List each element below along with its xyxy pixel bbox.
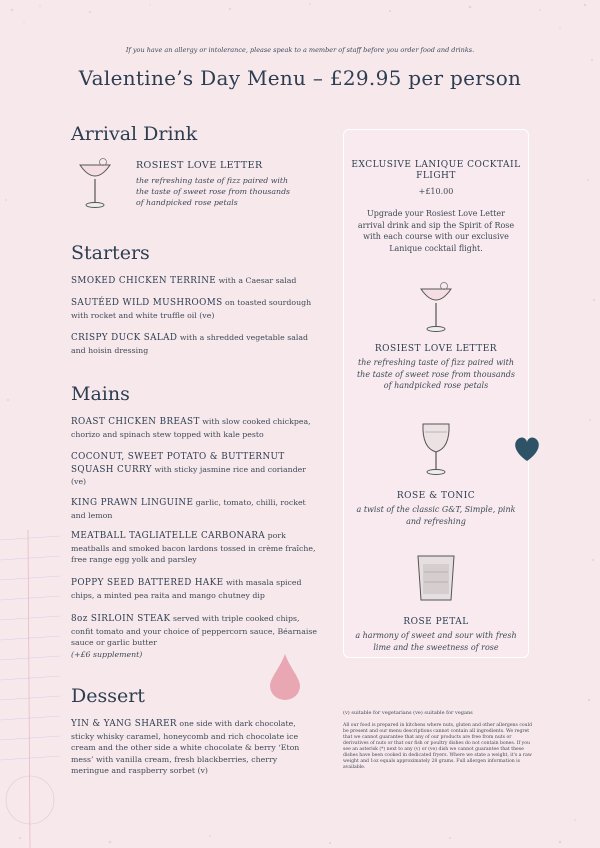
menu-item: [71, 297, 321, 321]
pink-drop-decoration: [268, 652, 302, 700]
menu-item: [71, 718, 303, 777]
item-name: MEATBALL TAGLIATELLE CARBONARA: [71, 531, 266, 541]
item-name: CRISPY DUCK SALAD: [71, 333, 178, 343]
coupe-glass-icon: [78, 157, 112, 211]
panel-intro: Upgrade your Rosiest Love Letter arrival drink and sip the Spirit of Rose with each course with our exclusive Lanique cocktail flight.: [357, 209, 515, 253]
arrival-drink-name: ROSIEST LOVE LETTER: [136, 160, 263, 171]
item-name: SAUTÉED WILD MUSHROOMS: [71, 298, 223, 308]
arrival-heading: Arrival Drink: [71, 123, 198, 145]
mains-heading: Mains: [71, 383, 130, 405]
item-name: COCONUT, SWEET POTATO & BUTTERNUT SQUASH CURRY: [71, 452, 285, 475]
gin-glass-icon: [420, 420, 452, 478]
menu-item: [71, 275, 321, 288]
item-desc: with a Caesar salad: [218, 276, 297, 285]
menu-item: [71, 416, 321, 440]
dietary-legend: (v) suitable for vegetarians (ve) suitable for vegans: [343, 710, 473, 716]
panel-drink-desc: the refreshing taste of fizz paired with the taste of sweet rose from thousands of handpicked rose petals: [356, 358, 516, 390]
item-name: SMOKED CHICKEN TERRINE: [71, 276, 217, 286]
item-name: YIN & YANG SHARER: [71, 719, 177, 729]
item-name: ROAST CHICKEN BREAST: [71, 417, 200, 427]
panel-drink-name: ROSE & TONIC: [396, 491, 476, 501]
panel-drink-name: ROSE PETAL: [403, 617, 469, 627]
starters-heading: Starters: [71, 242, 150, 264]
item-name: POPPY SEED BATTERED HAKE: [71, 578, 224, 588]
notebook-paper-decoration: [0, 530, 60, 848]
item-desc: one side with dark chocolate, sticky whisky caramel, honeycomb and rich chocolate ice cream and the other side a white chocolate & berry ‘Eton mess’ with vanilla cream, fresh blackberries, cherry meringue and raspberry sorbet (v): [71, 719, 300, 775]
menu-item: [71, 332, 321, 356]
dessert-heading: Dessert: [71, 685, 145, 707]
item-desc: with sticky jasmine rice and coriander (ve): [71, 464, 307, 486]
coupe-glass-icon: [419, 281, 453, 335]
item-name: 8oz SIRLOIN STEAK: [71, 614, 171, 624]
item-desc: on toasted sourdough with rocket and white truffle oil (ve): [71, 298, 312, 320]
item-desc: with a shredded vegetable salad and hoisin dressing: [71, 333, 308, 355]
item-desc: with masala spiced chips, a minted pea raita and mango chutney dip: [71, 578, 302, 600]
item-supplement: (+£6 supplement): [71, 649, 143, 659]
panel-drink-name: ROSIEST LOVE LETTER: [374, 344, 498, 354]
menu-item: [71, 530, 321, 566]
panel-price: +£10.00: [418, 187, 454, 196]
item-desc: pork meatballs and smoked bacon lardons tossed in crème fraîche, free range egg yolk and parsley: [71, 531, 316, 564]
item-desc: served with triple cooked chips, confit tomato and your choice of peppercorn sauce, Béarnaise sauce or garlic butter: [71, 614, 317, 647]
panel-title: EXCLUSIVE LANIQUE COCKTAIL FLIGHT: [351, 160, 521, 181]
item-name: KING PRAWN LINGUINE: [71, 498, 194, 508]
item-desc: garlic, tomato, chilli, rocket and lemon: [71, 498, 306, 520]
menu-item: [71, 451, 321, 488]
item-desc: with slow cooked chickpea, chorizo and spinach stew topped with kale pesto: [71, 417, 311, 439]
page-title: Valentine’s Day Menu – £29.95 per person: [78, 66, 522, 90]
arrival-drink-desc: the refreshing taste of fizz paired with the taste of sweet rose from thousands of handpicked rose petals: [136, 176, 291, 207]
allergen-fine-print: All our food is prepared in kitchens where nuts, gluten and other allergens could be present and our menu descriptions cannot contain all ingredients. We regret that we cannot guarantee that any of our products are free from nuts or derivatives of nuts or that our fish or poultry dishes do not contain bones. If you see an asterisk (*) next to any (v) or (ve) dish we cannot guarantee that these dishes have been cooked in dedicated fryers. Where we state a weight, it's a raw weight and 1oz equals approximately 28 grams. Full allergen information is available.: [343, 723, 533, 770]
panel-drink-desc: a twist of the classic G&T, Simple, pink and refreshing: [356, 505, 516, 526]
menu-item: [71, 577, 321, 601]
panel-drink-desc: a harmony of sweet and sour with fresh lime and the sweetness of rose: [355, 631, 517, 652]
allergy-notice: If you have an allergy or intolerance, please speak to a member of staff before you order food and drinks.: [125, 46, 475, 54]
menu-item: [71, 497, 321, 521]
tumbler-glass-icon: [414, 552, 458, 604]
heart-decoration: [512, 434, 542, 464]
